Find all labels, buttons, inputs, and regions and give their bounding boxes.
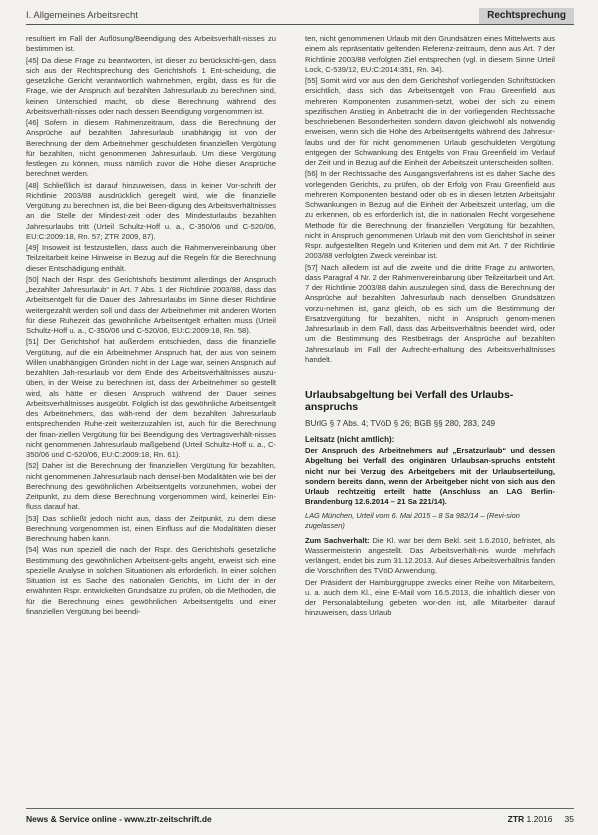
page-number: 35 bbox=[564, 814, 574, 824]
facts-paragraph-2: Der Präsident der Hamburggruppe zwecks einer Reihe von Mitarbeitern, u. a. auch dem Kl., eine E-Mail vom 16.5.2013, die inhaltlich dieser von der Personalabteilung gebeten wor-den ist, alle Mitarbeiter darauf hinzuweisen, dass Urlaub bbox=[305, 577, 555, 618]
body-paragraph: [52] Daher ist die Berechnung der finanziellen Vergütung für bezahlten, nicht genommenen Jahresurlaub nach densel-ben Modalitäten wie bei der Berechnung des gewöhnlichen Arbeitsentgelts vorzunehmen, wobei der Zeitpunkt, zu dem diese Berechnung vorgenommen wird, keinerlei Ein-fluss darauf hat. bbox=[26, 461, 276, 512]
body-paragraph: [51] Der Gerichtshof hat außerdem entschieden, dass die finanzielle Vergütung, auf die ein Arbeitnehmer Anspruch hat, der aus von seinem Willen unabhängigen Gründen nicht in der Lage war, seinen Anspruch auf bezahlten Jah-resurlaub vor dem Ende des Arbeitsverhältnisses auszu-üben, in der Weise zu berechnen ist, dass der Arbeitnehmer so gestellt wird, als hätte er diesen Anspruch während der Dauer seines Arbeitsverhältnisses ausgeübt. Folglich ist das gewöhnliche Arbeitsentgelt des Arbeitnehmers, das wäh-rend der dem bezahlten Jahresurlaub entsprechenden Ruhe-zeit weiterzuzahlen ist, auch für die Berechnung der finan-ziellen Vergütung für bei Beendigung des Vertragsverhält-nisses nicht genommenen Jahresurlaub maßgebend (Urteil Schultz-Hoff u. a., C-350/06 und C-520/06, EU:C:2009:18, Rn. 61). bbox=[26, 337, 276, 459]
guide-label: Leitsatz (nicht amtlich): bbox=[305, 435, 395, 444]
body-paragraph: [53] Das schließt jedoch nicht aus, dass der Zeitpunkt, zu dem diese Berechnung vorgenommen ist, einen Einfluss auf die Modalitäten dieser Berechnung haben kann. bbox=[26, 513, 276, 543]
headnote-title: Urlaubsabgeltung bei Verfall des Urlaubs-anspruchs bbox=[305, 389, 514, 413]
body-paragraph: ten, nicht genommenen Urlaub mit den Grundsätzen eines Mittelwerts aus einem als repräsentativ geltenden Referenz-zeitraum, denn aus Art. 7 der Richtlinie 2003/88 verfolgten Ziel entsprechen (vgl. in diesem Sinne Urteil Lock, C-539/12, EU:C:2014:351, Rn. 34). bbox=[305, 34, 555, 74]
facts-text: Die Kl. war bei dem Bekl. seit 1.6.2010, befristet, als Wassermeisterin angestellt. Das Arbeitsverhält-nis wurde mehrfach verlängert, endet bis zum 31.12.2013. Auf dieses Arbeitsverhältnis fanden die Vorschriften des TVöD Anwendung. bbox=[305, 535, 555, 576]
header-rule bbox=[26, 24, 574, 25]
left-column bbox=[26, 34, 276, 618]
facts-paragraph bbox=[305, 536, 555, 577]
right-paragraphs bbox=[305, 34, 555, 365]
body-paragraph: [55] Somit wird vor aus den dem Gerichtshof vorliegenden Schriftstücken ersichtlich, dass sich das Arbeitsentgelt von Frau Greenfield aus mehreren Komponenten zusammen-setzt, wobei der sich zu einem spezifischen Anstieg in Anbetracht die in der vorliegenden Rechtssache beschriebenen Besonderheiten sondern davon gleichwohl als notwendig erweisen, wenn sich die Höhe des Arbeitsentgelts während des Jahresur-laubs und der für nicht genommenen Urlaub geschuldeten Vergütung entgegen der Schwankung des Entgelts von Frau Greenfield im Verlauf der Zeit und in Bezug auf die Einheit der Arbeitszeit unterscheiden sollten. bbox=[305, 76, 555, 167]
body-paragraph: [48] Schließlich ist darauf hinzuweisen, dass in keiner Vor-schrift der Richtlinie 2003/88 ausdrücklich geregelt wird, wie die finanzielle Vergütung zu berechnen ist, die bei Been-digung des Arbeitsverhältnisses an die Stelle der Mindest-zeit oder des Mindesturlaubs bezahlten Jahresurlaubs tritt (Urteil Schultz-Hoff u. a., C-350/06 und C-520/06, EU:C:2009:18, Rn. 57; ZTR 2009, 87). bbox=[26, 180, 276, 241]
body-paragraph: [56] In der Rechtssache des Ausgangsverfahrens ist es daher Sache des vorlegenden Gerichts, zu prüfen, ob der Erfolg von Frau Greenfield aus mehreren Komponenten bestand oder ob es in diesen letzten Arbeitsjahr Schwankungen in Bezug auf die Einheit der Arbeitszeit unterlag, um die zu erkennen, ob es erforderlich ist, die in nationalen Recht vorgesehene Methode für die Berechnung der finanziellen Vergütung für bezahlten, nicht in Anspruch genommenen Urlaub mit den vom Gerichtshof in seiner Rspr. aufgestellten Regeln und Kriterien und dem mit Art. 7 der Richtlinie 2003/88 verfolgten Zweck vereinbar ist. bbox=[305, 169, 555, 261]
body-paragraph: [50] Nach der Rspr. des Gerichtshofs bestimmt allerdings der Anspruch „bezahlter Jahresurlaub“ in Art. 7 Abs. 1 der Richtlinie 2003/88, dass das Arbeitsentgelt für die Dauer des Jahresurlaubs im Sinne dieser Richtlinie weitergezahlt werden soll und dass der Arbeitnehmer mit anderen Worten für diese Ruhezeit das gewöhnliche Arbeitsentgelt erhalten muss (Urteil Schultz-Hoff u. a., C-350/06 und C-520/06, EU:C:2009:18, Rn. 58). bbox=[26, 274, 276, 335]
body-paragraph: [54] Was nun speziell die nach der Rspr. des Gerichtshofs gesetzliche Bestimmung des gewöhnlichen Arbeitsent-gelts angeht, erweist sich eine spezielle Analyse in solchen Situationen als erforderlich. In einer solchen Situation ist es Sache des nationalen Gerichts, im Licht der in der erwähnten Rspr. entwickelten Grundsätze zu prüfen, ob die Methoden, die für die Berechnung eines gewöhnlichen Arbeitsentgelts und einer finanziellen Vergütung bei beendi- bbox=[26, 545, 276, 616]
journal-name: ZTR bbox=[507, 814, 525, 824]
section-title: I. Allgemeines Arbeitsrecht bbox=[26, 10, 138, 21]
issue-number: 1.2016 bbox=[526, 814, 553, 824]
page-header bbox=[26, 10, 574, 26]
page-footer bbox=[26, 808, 574, 828]
court-source: LAG München, Urteil vom 6. Mai 2015 – 8 Sa 982/14 – (Revi-sion zugelassen) bbox=[305, 510, 520, 530]
body-paragraph: [49] Insoweit ist festzustellen, dass auch die Rahmenvereinbarung über Teilzeitarbeit keine Hinweise in Bezug auf die Regeln für die Berechnung dieser Entschädigung enthält. bbox=[26, 243, 276, 273]
right-column bbox=[305, 34, 555, 620]
footer-website: News & Service online - www.ztr-zeitschrift.de bbox=[26, 814, 212, 824]
body-paragraph: [45] Da diese Frage zu beantworten, ist dieser zu berücksichti-gen, dass sich aus der Rechtsprechung des Gerichtshofs 1 Ent-scheidung, die gesetzliche Gericht verantwortlich wahrnehmen, ergibt, dass es für die Frage, wie der Anspruch auf bezahlten Jahresurlaub zu berechnen sind, keinen Unterschied macht, ob diese Berechnung während des Arbeitsverhält-nisses oder nach dessen Beendigung vorgenommen ist. bbox=[26, 55, 276, 116]
footer-issue bbox=[508, 814, 574, 824]
footer-rule bbox=[26, 808, 574, 809]
body-paragraph: [46] Sofern in diesem Rahmenzeitraum, dass die Berechnung der Ansprüche auf bezahlten Jahresurlaub unabhängig ist von der Berechnung der dem Arbeitnehmer geschuldeten finanziellen Vergütung für bezahlten, nicht genommenen Jahresurlaub. Um diese Vergütung festlegen zu können, muss nämlich zuvor die Höhe dieser Ansprüche berechnet werden. bbox=[26, 118, 276, 179]
category-tab: Rechtsprechung bbox=[479, 8, 574, 24]
body-paragraph: resultiert im Fall der Auflösung/Beendigung des Arbeitsverhält-nisses zu bestimmen ist. bbox=[26, 34, 276, 54]
facts-label: Zum Sachverhalt: bbox=[305, 535, 370, 545]
statute-references: BUrlG § 7 Abs. 4; TVöD § 26; BGB §§ 280, 283, 249 bbox=[305, 419, 496, 428]
guide-text: Der Anspruch des Arbeitnehmers auf „Ersatzurlaub“ und dessen Abgeltung bei Verfall des originären Urlaubsan-spruchs entsteht nicht nur bei Verzug des Arbeitgebers mit der Urlaubserteilung, sondern bereits dann, wenn der Arbeitgeber nicht von sich aus den Urlaub rechtzeitig erteilt hatte (Anschluss an LAG Berlin-Brandenburg 12.6.2014 – 21 Sa 221/14). bbox=[305, 446, 555, 507]
body-paragraph: [57] Nach alledem ist auf die zweite und die dritte Frage zu antworten, dass Paragraf 4 Nr. 2 der Rahmenvereinbarung über Teilzeitarbeit und Art. 7 der Richtlinie 2003/88 dahin auszulegen sind, dass die Berechnung der Ansprüche auf bezahlten Jahresurlaub nach denselben Grundsätzen vorzu-nehmen ist, ganz gleich, ob es sich um die Bestimmung der Ersatzvergütung für bezahlten, nicht in Anspruch genom-menen Jahresurlaub in dem Fall, dass das Arbeitsverhältnis beendet wird, oder um die Bestimmung des Restbetrags der Ansprüche auf bezahlten Jahresurlaub im Fall der Aufrecht-erhaltung des Arbeitsverhältnisses handelt. bbox=[305, 262, 555, 364]
